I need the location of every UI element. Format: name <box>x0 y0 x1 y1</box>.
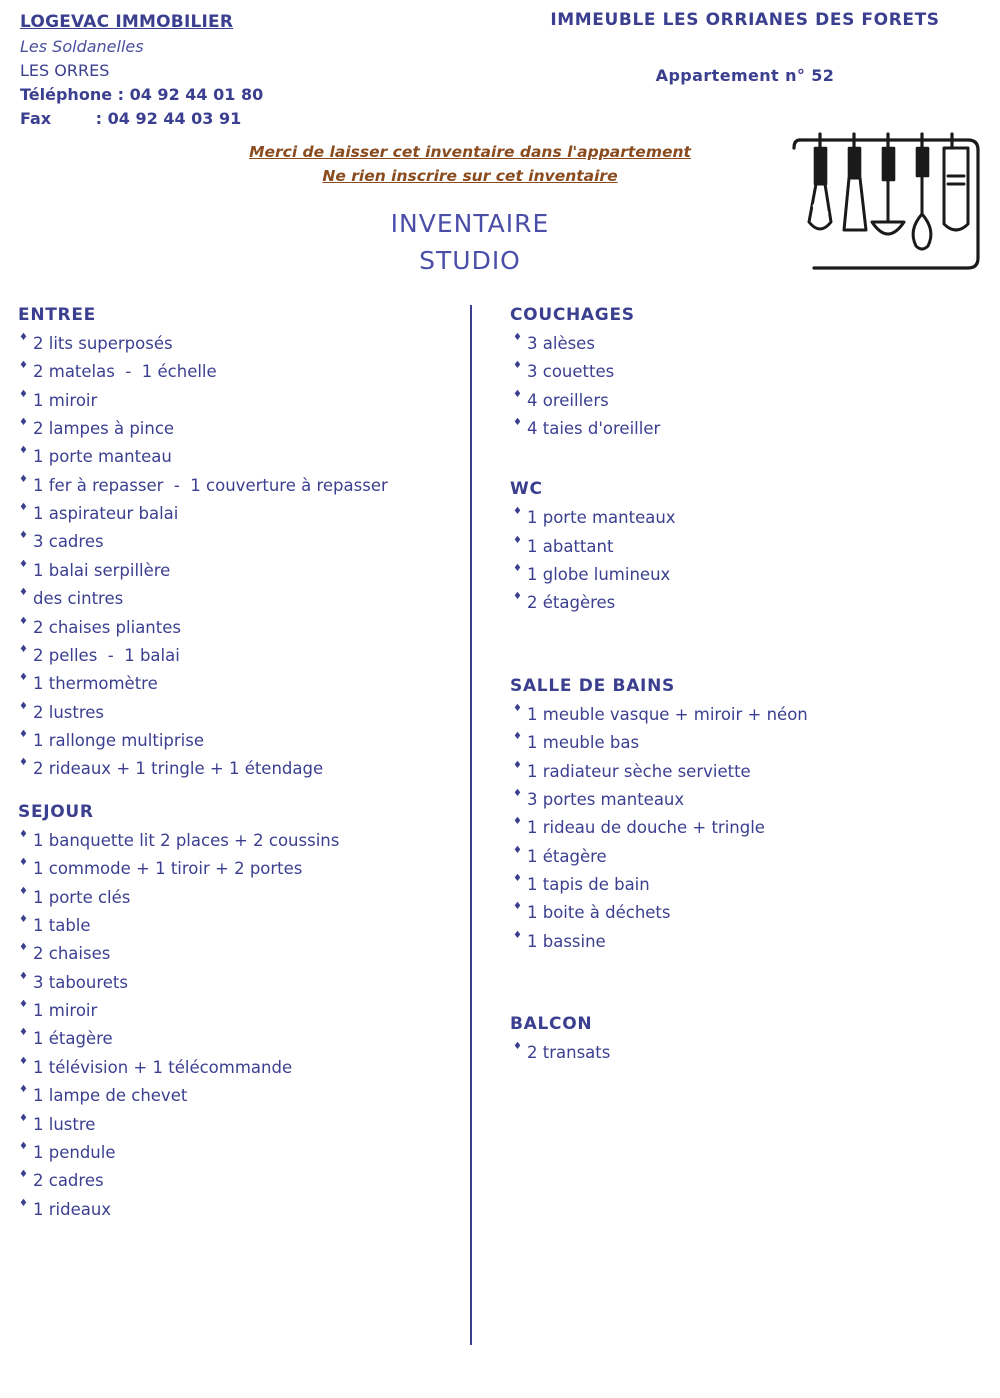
list-item: ♦ 1 étagère <box>18 1025 456 1053</box>
list-item: ♦ 3 couettes <box>510 358 982 386</box>
list-item: ♦ des cintres <box>18 585 456 613</box>
section-title: COUCHAGES <box>510 304 635 325</box>
list-item: ♦ 2 transats <box>510 1039 982 1067</box>
building-block <box>510 10 980 85</box>
list-item: ♦ 1 porte clés <box>18 884 456 912</box>
section-title: ENTREE <box>18 304 96 325</box>
agency-name: LOGEVAC IMMOBILIER <box>20 12 234 32</box>
column-divider <box>470 305 472 1345</box>
list-item: ♦ 3 portes manteaux <box>510 786 982 814</box>
list-item: ♦ 1 télévision + 1 télécommande <box>18 1054 456 1082</box>
list-item: ♦ 1 meuble vasque + miroir + néon <box>510 701 982 729</box>
list-item: ♦ 1 abattant <box>510 533 982 561</box>
section-salle-de-bains <box>510 676 982 956</box>
list-item: ♦ 1 balai serpillère <box>18 557 456 585</box>
list-item: ♦ 2 étagères <box>510 589 982 617</box>
list-item: ♦ 1 lustre <box>18 1111 456 1139</box>
list-item: ♦ 2 rideaux + 1 tringle + 1 étendage <box>18 755 456 783</box>
section-couchages <box>510 305 982 444</box>
list-item: ♦ 3 alèses <box>510 330 982 358</box>
list-item: ♦ 1 porte manteau <box>18 443 456 471</box>
list-item: ♦ 1 rideau de douche + tringle <box>510 814 982 842</box>
title-line-1: INVENTAIRE <box>390 209 550 239</box>
section-title: WC <box>510 479 543 500</box>
list-item: ♦ 2 chaises <box>18 940 456 968</box>
list-item: ♦ 1 bassine <box>510 928 982 956</box>
list-item: ♦ 2 lampes à pince <box>18 415 456 443</box>
section-item-list <box>510 504 982 618</box>
list-item: ♦ 4 taies d'oreiller <box>510 415 982 443</box>
list-item: ♦ 2 matelas - 1 échelle <box>18 358 456 386</box>
list-item: ♦ 3 cadres <box>18 528 456 556</box>
section-balcon <box>510 1014 982 1067</box>
list-item: ♦ 2 lustres <box>18 699 456 727</box>
notice-line-2: Ne rien inscrire sur cet inventaire <box>322 167 618 186</box>
list-item: ♦ 1 banquette lit 2 places + 2 coussins <box>18 827 456 855</box>
notice-line-1: Merci de laisser cet inventaire dans l'appartement <box>249 143 691 162</box>
section-wc <box>510 479 982 618</box>
list-item: ♦ 1 rideaux <box>18 1196 456 1224</box>
list-item: ♦ 1 aspirateur balai <box>18 500 456 528</box>
list-item: ♦ 1 étagère <box>510 843 982 871</box>
list-item: ♦ 3 tabourets <box>18 969 456 997</box>
list-item: ♦ 1 lampe de chevet <box>18 1082 456 1110</box>
section-spacer <box>510 445 982 479</box>
list-item: ♦ 2 lits superposés <box>18 330 456 358</box>
agency-phone: Téléphone : 04 92 44 01 80 <box>20 84 264 104</box>
list-item: ♦ 1 table <box>18 912 456 940</box>
section-item-list <box>510 1039 982 1067</box>
list-item: ♦ 1 porte manteaux <box>510 504 982 532</box>
list-item: ♦ 1 globe lumineux <box>510 561 982 589</box>
section-item-list <box>18 330 456 784</box>
left-column <box>18 305 470 1345</box>
list-item: ♦ 2 pelles - 1 balai <box>18 642 456 670</box>
section-spacer <box>510 620 982 676</box>
list-item: ♦ 1 pendule <box>18 1139 456 1167</box>
list-item: ♦ 1 thermomètre <box>18 670 456 698</box>
apartment-number: Appartement n° 52 <box>655 66 835 85</box>
section-item-list <box>18 827 456 1224</box>
section-title: SEJOUR <box>18 801 94 822</box>
list-item: ♦ 4 oreillers <box>510 387 982 415</box>
list-item: ♦ 1 meuble bas <box>510 729 982 757</box>
section-sejour <box>18 802 456 1224</box>
list-item: ♦ 1 rallonge multiprise <box>18 727 456 755</box>
list-item: ♦ 1 boite à déchets <box>510 899 982 927</box>
list-item: ♦ 1 miroir <box>18 387 456 415</box>
list-item: ♦ 1 radiateur sèche serviette <box>510 758 982 786</box>
list-item: ♦ 1 miroir <box>18 997 456 1025</box>
list-item: ♦ 1 tapis de bain <box>510 871 982 899</box>
section-title: SALLE DE BAINS <box>510 675 675 696</box>
kitchen-utensils-icon <box>792 118 982 283</box>
section-item-list <box>510 701 982 956</box>
agency-town: LES ORRES <box>20 60 110 80</box>
title-line-2: STUDIO <box>419 245 521 275</box>
inventory-columns <box>0 305 1000 1345</box>
list-item: ♦ 2 cadres <box>18 1167 456 1195</box>
building-name: IMMEUBLE LES ORRIANES DES FORETS <box>550 10 940 30</box>
list-item: ♦ 2 chaises pliantes <box>18 614 456 642</box>
section-item-list <box>510 330 982 444</box>
agency-fax: Fax : 04 92 44 03 91 <box>20 109 242 129</box>
list-item: ♦ 1 fer à repasser - 1 couverture à repasser <box>18 472 456 500</box>
agency-block <box>20 10 510 132</box>
agency-address: Les Soldanelles <box>20 36 144 56</box>
list-item: ♦ 1 commode + 1 tiroir + 2 portes <box>18 855 456 883</box>
section-entree <box>18 305 456 784</box>
section-title: BALCON <box>510 1014 593 1035</box>
section-spacer <box>510 958 982 1014</box>
right-column <box>500 305 982 1345</box>
